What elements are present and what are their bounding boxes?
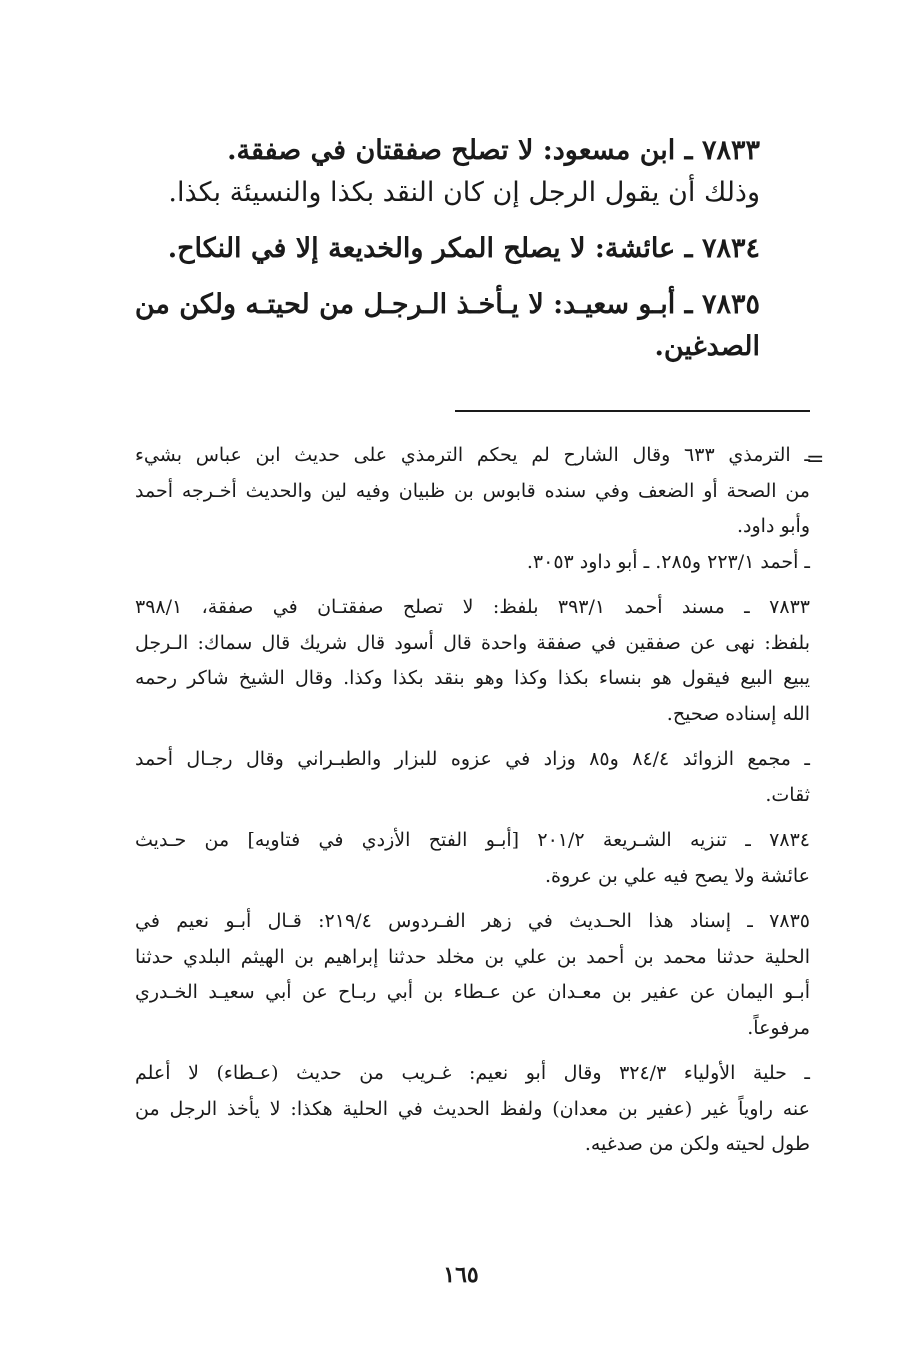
footnote-separator (455, 410, 810, 412)
note-line: ـ الترمذي ٦٣٣ وقال الشارح لم يحكم الترمذي على حديث ابن عباس بشيء (135, 444, 810, 466)
hadith-7835-line: ٧٨٣٥ ـ أبـو سعيـد: لا يـأخـذ الـرجـل من لحيتـه ولكن من (134, 289, 760, 320)
footnote-continuation-marker: = (806, 447, 825, 472)
note-line: طول لحيته ولكن من صدغيه. (584, 1133, 810, 1155)
note-line: الله إسناده صحيح. (666, 702, 810, 725)
note-line: وأبو داود. (736, 515, 810, 537)
main-text (120, 130, 760, 368)
note-line: ٧٨٣٣ ـ مسند أحمد ٣٩٣/١ بلفظ: لا تصلح صفقتـان في صفقة، ٣٩٨/١ (135, 596, 810, 618)
hadith-7835-continuation: الصدغين. (654, 331, 760, 362)
note-line: مرفوعاً. (747, 1016, 810, 1039)
note-line: ـ أحمد ٢٢٣/١ و٢٨٥. ـ أبو داود ٣٠٥٣. (526, 550, 810, 573)
note-line: الحلية حدثنا محمد بن أحمد بن علي بن مخلد حدثنا إبراهيم بن الهيثم البلدي حدثنا (135, 945, 810, 968)
footnotes (135, 438, 810, 1163)
note-line: عائشة ولا يصح فيه علي بن عروة. (544, 864, 810, 887)
note-line: أبـو اليمان عن عفير بن معـدان عن عـطاء بن أبي ربـاح عن أبي سعيـد الخـدري (135, 981, 810, 1003)
note-line: يبيع البيع فيقول هو بنساء بكذا وكذا وهو بنقد بكذا وكذا. وقال الشيخ شاكر رحمه (135, 667, 810, 689)
page-number: ١٦٥ (443, 1262, 479, 1288)
hadith-7833-line: ٧٨٣٣ ـ ابن مسعود: لا تصلح صفقتان في صفقة. (227, 135, 760, 166)
note-line: بلفظ: نهى عن صفقين في صفقة واحدة قال أسود قال شريك قال سماك: الـرجل (135, 631, 810, 654)
note-line: ٧٨٣٥ ـ إسناد هذا الحـديث في زهر الفـردوس ٢١٩/٤: قـال أبـو نعيم في (135, 910, 810, 932)
hadith-7834-line: ٧٨٣٤ ـ عائشة: لا يصلح المكر والخديعة إلا في النكاح. (167, 233, 760, 264)
note-line: ـ حلية الأولياء ٣٢٤/٣ وقال أبو نعيم: غـريب من حديث (عـطاء) لا أعلم (135, 1062, 810, 1084)
note-line: ٧٨٣٤ ـ تنزيه الشـريعة ٢٠١/٢ [أبـو الفتح الأزدي في فتاويه] من حـديث (135, 829, 810, 851)
hadith-7833-explanation: وذلك أن يقول الرجل إن كان النقد بكذا والنسيئة بكذا. (168, 177, 760, 208)
note-line: عنه راوياً غير (عفير بن معدان) ولفظ الحديث في الحلية هكذا: لا يأخذ الرجل من (135, 1097, 810, 1120)
note-line: ـ مجمع الزوائد ٨٤/٤ و٨٥ وزاد في عزوه للبزار والطبـراني وقال رجـال أحمد (135, 748, 810, 770)
note-line: ثقات. (765, 783, 810, 806)
note-line: من الصحة أو الضعف وفي سنده قابوس بن ظبيان وفيه لين والحديث أخـرجه أحمد (135, 479, 810, 502)
